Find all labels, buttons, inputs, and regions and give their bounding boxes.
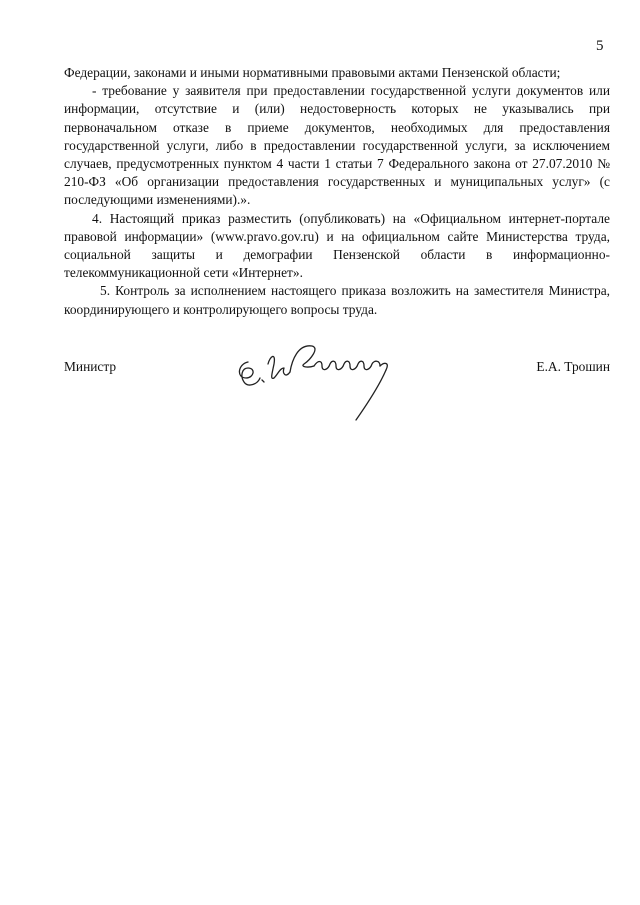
document-body [64,64,610,319]
handwritten-signature [234,334,404,424]
signatory-title: Министр [64,359,117,374]
paragraph-continuation: Федерации, законами и иными нормативными правовыми актами Пензенской области; [64,65,561,80]
signatory-name: Е.А. Трошин [536,359,610,374]
paragraph-item-4: 4. Настоящий приказ разместить (опубликовать) на «Официальном интернет-портале правовой информации» (www.pravo.gov.ru) и на официальном сайте Министерства труда, социальной защиты и демографии Пензенской области в информационно-телекоммуникационной сети «Интернет». [64,210,610,281]
paragraph-requirement-item: - требование у заявителя при предоставлении государственной услуги документов или информации, отсутствие и (или) недостоверность которых не указывались при первоначальном отказе в приеме документов, необходимых для предоставления государственной услуги, либо в предоставлении государственной услуги, за исключением случаев, предусмотренных пунктом 4 части 1 статьи 7 Федерального закона от 27.07.2010 № 210-ФЗ «Об организации предоставления государственных и муниципальных услуг» (с последующими изменениями).». [64,83,610,208]
page-number: 5 [596,38,604,54]
paragraph-item-5: 5. Контроль за исполнением настоящего приказа возложить на заместителя Министра, координирующего и контролирующего вопросы труда. [64,283,610,317]
